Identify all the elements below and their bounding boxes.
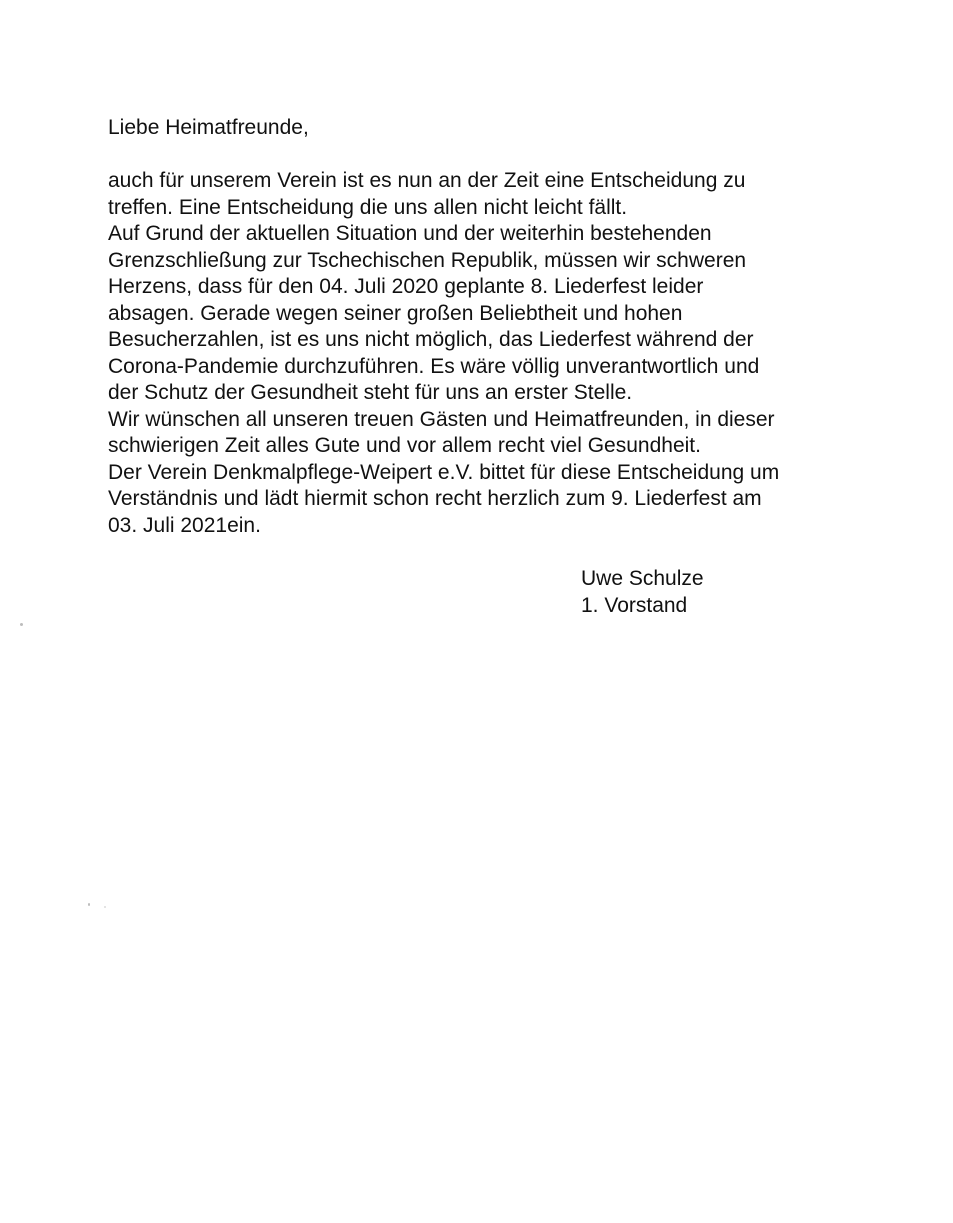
letter-salutation: Liebe Heimatfreunde, [108, 116, 309, 139]
body-line: absagen. Gerade wegen seiner großen Beliebtheit und hohen [108, 301, 683, 325]
body-line: treffen. Eine Entscheidung die uns allen nicht leicht fällt. [108, 195, 628, 219]
body-line: Auf Grund der aktuellen Situation und der weiterhin bestehenden [108, 222, 712, 245]
scan-speck [20, 623, 23, 626]
body-line: Der Verein Denkmalpflege-Weipert e.V. bittet für diese Entscheidung um [108, 460, 780, 484]
body-line: schwierigen Zeit alles Gute und vor allem recht viel Gesundheit. [108, 434, 701, 457]
body-line: Verständnis und lädt hiermit schon recht herzlich zum 9. Liederfest am [108, 487, 762, 510]
body-line: Corona-Pandemie durchzuführen. Es wäre völlig unverantwortlich und [108, 354, 760, 378]
body-line: Besucherzahlen, ist es uns nicht möglich, das Liederfest während der [108, 328, 754, 351]
signature-role: 1. Vorstand [581, 594, 688, 617]
signature-name: Uwe Schulze [581, 567, 704, 590]
signature-block [581, 565, 704, 619]
body-line: Wir wünschen all unseren treuen Gästen und Heimatfreunden, in dieser [108, 407, 775, 431]
body-line: 03. Juli 2021ein. [108, 513, 261, 537]
body-line: der Schutz der Gesundheit steht für uns an erster Stelle. [108, 381, 633, 404]
body-line: Grenzschließung zur Tschechischen Republik, müssen wir schweren [108, 248, 747, 272]
body-line: auch für unserem Verein ist es nun an der Zeit eine Entscheidung zu [108, 169, 746, 192]
scan-speck [88, 903, 90, 906]
body-line: Herzens, dass für den 04. Juli 2020 geplante 8. Liederfest leider [108, 275, 704, 298]
scan-speck [104, 906, 106, 908]
letter-body [108, 168, 779, 539]
